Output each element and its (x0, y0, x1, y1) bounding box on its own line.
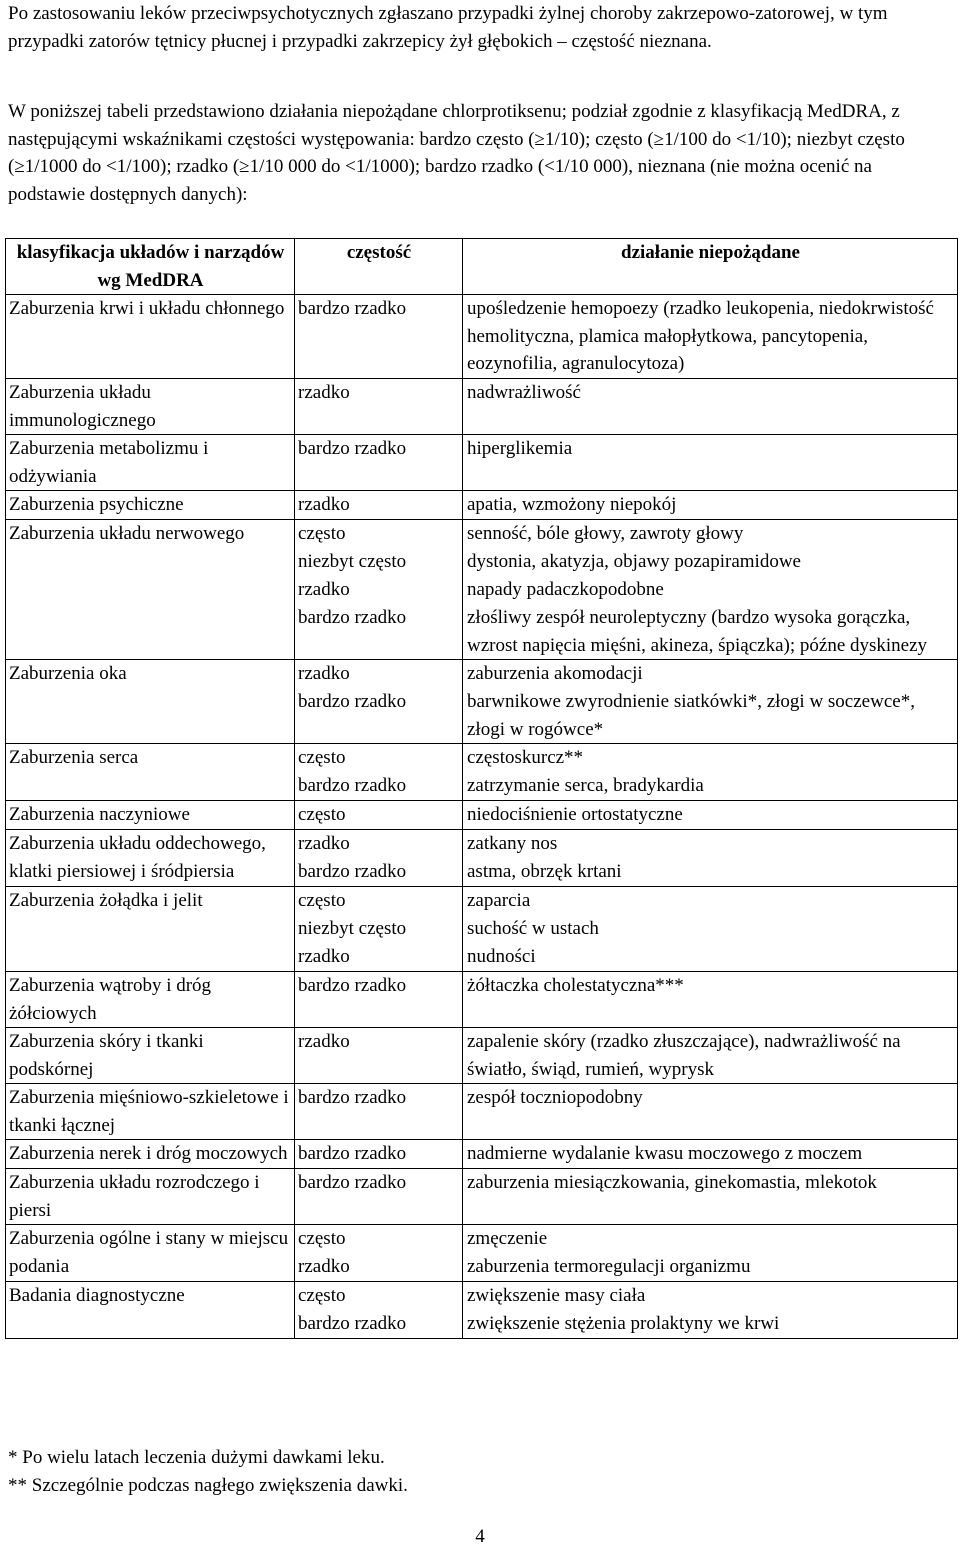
soc-cell: Zaburzenia oka (6, 660, 295, 744)
frequency-value: bardzo rzadko (298, 438, 407, 459)
adverse-effect-text: zatkany nos (467, 833, 558, 854)
adverse-effect-text: zapalenie skóry (rzadko złuszczające), nadwrażliwość na światło, świąd, rumień, wyprysk (467, 1031, 901, 1080)
footnote: ** Szczególnie podczas nagłego zwiększenia dawki. (8, 1474, 408, 1496)
header-frequency: częstość (295, 239, 463, 295)
adverse-effect-cell (463, 520, 958, 660)
adverse-effect-cell (463, 887, 958, 972)
frequency-cell (295, 1028, 463, 1084)
table-header-row (6, 239, 958, 295)
frequency-value: bardzo rzadko (298, 691, 407, 712)
soc-cell: Zaburzenia układu immunologicznego (6, 379, 295, 435)
frequency-value: często (298, 1228, 346, 1249)
frequency-value: rzadko (298, 494, 350, 515)
frequency-cell (295, 435, 463, 491)
soc-cell: Zaburzenia psychiczne (6, 491, 295, 520)
frequency-value: często (298, 804, 346, 825)
adverse-effect-text: nadmierne wydalanie kwasu moczowego z moczem (467, 1143, 863, 1164)
frequency-value: bardzo rzadko (298, 1313, 407, 1334)
table-row (6, 660, 958, 744)
table-row (6, 491, 958, 520)
soc-cell: Zaburzenia serca (6, 744, 295, 801)
frequency-value: bardzo rzadko (298, 975, 407, 996)
frequency-value: bardzo rzadko (298, 1172, 407, 1193)
table-intro-paragraph: W poniższej tabeli przedstawiono działania niepożądane chlorprotiksenu; podział zgodnie z klasyfikacją MedDRA, z następującymi wskaźnikami częstości występowania: bardzo często (≥1/10); często (≥1/100 do <1/10); niezbyt często (≥1/1000 do <1/100); rzadko (≥1/10 000 do <1/1000); bardzo rzadko (<1/10 000), nieznana (nie można ocenić na podstawie dostępnych danych): (8, 101, 905, 205)
frequency-cell (295, 491, 463, 520)
table-row (6, 1028, 958, 1084)
adverse-effect-text: zwiększenie masy ciała (467, 1285, 646, 1306)
adverse-effect-text: zaparcia (467, 890, 531, 911)
table-row (6, 972, 958, 1028)
frequency-cell (295, 1084, 463, 1140)
frequency-value: rzadko (298, 382, 350, 403)
frequency-value: bardzo rzadko (298, 298, 407, 319)
frequency-cell (295, 887, 463, 972)
adverse-effect-cell (463, 1140, 958, 1169)
adverse-effects-table (5, 238, 958, 1339)
table-row (6, 520, 958, 660)
frequency-value: często (298, 1285, 346, 1306)
frequency-cell (295, 295, 463, 379)
adverse-effect-cell (463, 744, 958, 801)
frequency-cell (295, 379, 463, 435)
adverse-effect-cell (463, 1028, 958, 1084)
frequency-cell (295, 744, 463, 801)
soc-cell: Zaburzenia naczyniowe (6, 801, 295, 830)
frequency-cell (295, 520, 463, 660)
frequency-value: często (298, 523, 346, 544)
frequency-value: rzadko (298, 579, 350, 600)
frequency-value: rzadko (298, 833, 350, 854)
table-row (6, 887, 958, 972)
adverse-effect-cell (463, 1225, 958, 1282)
soc-cell: Zaburzenia ogólne i stany w miejscu podania (6, 1225, 295, 1282)
frequency-value: rzadko (298, 1256, 350, 1277)
adverse-effect-cell (463, 491, 958, 520)
frequency-cell (295, 1225, 463, 1282)
adverse-effect-cell (463, 1282, 958, 1339)
soc-cell: Zaburzenia układu rozrodczego i piersi (6, 1169, 295, 1225)
adverse-effect-text: zaburzenia miesiączkowania, ginekomastia, mlekotok (467, 1172, 877, 1193)
frequency-value: bardzo rzadko (298, 775, 407, 796)
adverse-effect-text: astma, obrzęk krtani (467, 861, 622, 882)
adverse-effect-text: suchość w ustach (467, 918, 599, 939)
adverse-effect-text: zwiększenie stężenia prolaktyny we krwi (467, 1313, 780, 1334)
frequency-cell (295, 1282, 463, 1339)
page-number: 4 (475, 1526, 485, 1547)
soc-cell: Badania diagnostyczne (6, 1282, 295, 1339)
adverse-effect-text: zaburzenia termoregulacji organizmu (467, 1256, 751, 1277)
frequency-cell (295, 801, 463, 830)
soc-cell: Zaburzenia układu oddechowego, klatki piersiowej i śródpiersia (6, 830, 295, 887)
adverse-effect-text: nadwrażliwość (467, 382, 581, 403)
frequency-value: często (298, 890, 346, 911)
table-row (6, 1225, 958, 1282)
frequency-value: bardzo rzadko (298, 607, 407, 628)
frequency-cell (295, 972, 463, 1028)
adverse-effect-text: zmęczenie (467, 1228, 548, 1249)
soc-cell: Zaburzenia wątroby i dróg żółciowych (6, 972, 295, 1028)
table-row (6, 1282, 958, 1339)
adverse-effect-text: upośledzenie hemopoezy (rzadko leukopenia, niedokrwistość hemolityczna, plamica małopłytkowa, pancytopenia, eozynofilia, agranulocytoza) (467, 298, 934, 374)
frequency-value: bardzo rzadko (298, 1143, 407, 1164)
table-row (6, 1084, 958, 1140)
table-row (6, 379, 958, 435)
adverse-effect-text: zatrzymanie serca, bradykardia (467, 775, 704, 796)
table-row (6, 295, 958, 379)
soc-cell: Zaburzenia żołądka i jelit (6, 887, 295, 972)
adverse-effect-text: żółtaczka cholestatyczna*** (467, 975, 684, 996)
adverse-effect-cell (463, 801, 958, 830)
frequency-cell (295, 660, 463, 744)
adverse-effect-text: częstoskurcz** (467, 747, 584, 768)
adverse-effect-cell (463, 1084, 958, 1140)
table-row (6, 1140, 958, 1169)
frequency-value: bardzo rzadko (298, 1087, 407, 1108)
table-row (6, 830, 958, 887)
adverse-effect-text: dystonia, akatyzja, objawy pozapiramidowe (467, 551, 801, 572)
adverse-effect-text: zaburzenia akomodacji (467, 663, 643, 684)
soc-cell: Zaburzenia mięśniowo-szkieletowe i tkanki łącznej (6, 1084, 295, 1140)
adverse-effect-text: apatia, wzmożony niepokój (467, 494, 677, 515)
table-row (6, 1169, 958, 1225)
adverse-effect-cell (463, 972, 958, 1028)
frequency-value: często (298, 747, 346, 768)
frequency-value: bardzo rzadko (298, 861, 407, 882)
adverse-effect-cell (463, 660, 958, 744)
frequency-value: rzadko (298, 946, 350, 967)
soc-cell: Zaburzenia metabolizmu i odżywiania (6, 435, 295, 491)
intro-paragraph: Po zastosowaniu leków przeciwpsychotycznych zgłaszano przypadki żylnej choroby zakrzepowo-zatorowej, w tym przypadki zatorów tętnicy płucnej i przypadki zakrzepicy żył głębokich – częstość nieznana. (8, 3, 888, 52)
adverse-effect-text: nudności (467, 946, 536, 967)
header-adverse-effect: działanie niepożądane (463, 239, 958, 295)
adverse-effect-text: hiperglikemia (467, 438, 573, 459)
header-soc: klasyfikacja układów i narządów wg MedDRA (6, 239, 295, 295)
frequency-value: niezbyt często (298, 551, 407, 572)
table-row (6, 801, 958, 830)
frequency-cell (295, 830, 463, 887)
adverse-effect-cell (463, 379, 958, 435)
adverse-effect-text: złośliwy zespół neuroleptyczny (bardzo wysoka gorączka, wzrost napięcia mięśni, akineza, śpiączka); późne dyskinezy (467, 607, 928, 656)
frequency-cell (295, 1140, 463, 1169)
adverse-effect-cell (463, 295, 958, 379)
soc-cell: Zaburzenia skóry i tkanki podskórnej (6, 1028, 295, 1084)
adverse-effect-cell (463, 830, 958, 887)
adverse-effect-text: zespół toczniopodobny (467, 1087, 643, 1108)
frequency-value: rzadko (298, 1031, 350, 1052)
adverse-effect-text: barwnikowe zwyrodnienie siatkówki*, złogi w soczewce*, złogi w rogówce* (467, 691, 915, 740)
adverse-effect-text: niedociśnienie ortostatyczne (467, 804, 683, 825)
adverse-effect-text: napady padaczkopodobne (467, 579, 664, 600)
adverse-effect-cell (463, 435, 958, 491)
adverse-effect-text: senność, bóle głowy, zawroty głowy (467, 523, 744, 544)
frequency-cell (295, 1169, 463, 1225)
soc-cell: Zaburzenia układu nerwowego (6, 520, 295, 660)
frequency-value: rzadko (298, 663, 350, 684)
frequency-value: niezbyt często (298, 918, 407, 939)
footnotes (8, 1444, 408, 1499)
table-row (6, 744, 958, 801)
footnote: * Po wielu latach leczenia dużymi dawkami leku. (8, 1447, 385, 1468)
adverse-effect-cell (463, 1169, 958, 1225)
soc-cell: Zaburzenia nerek i dróg moczowych (6, 1140, 295, 1169)
soc-cell: Zaburzenia krwi i układu chłonnego (6, 295, 295, 379)
table-row (6, 435, 958, 491)
